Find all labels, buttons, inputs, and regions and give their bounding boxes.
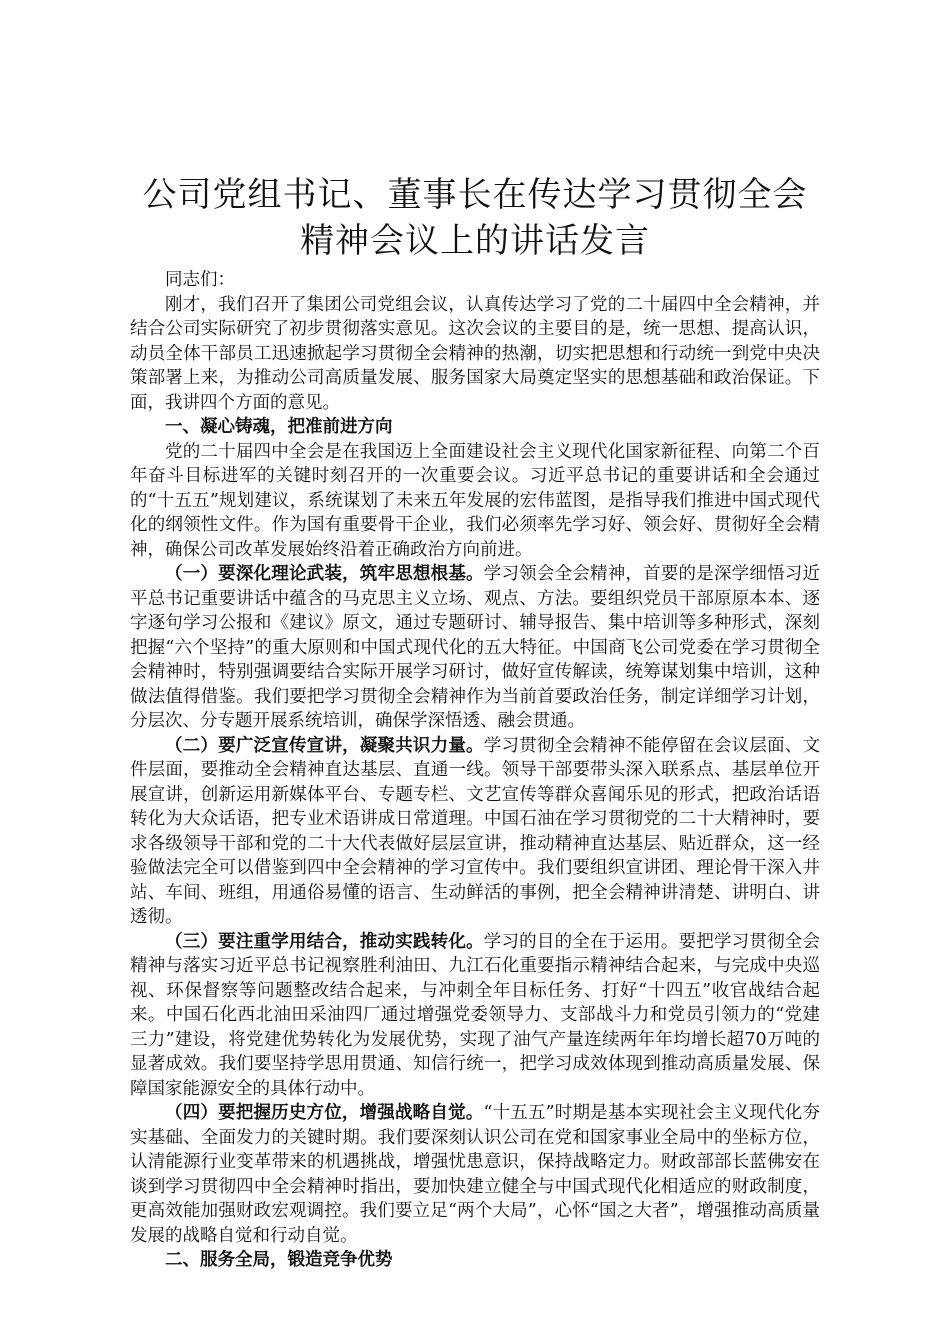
document-title: 公司党组书记、董事长在传达学习贯彻全会精神会议上的讲话发言 <box>142 175 808 261</box>
section-heading-1: 一、凝心铸魂，把准前进方向 <box>165 417 393 437</box>
section-heading-2: 二、服务全局，锻造竞争优势 <box>165 1250 393 1270</box>
point-text: 学习的目的全在于运用。要把学习贯彻全会精神与落实习近平总书记视察胜利油田、九江石化重要指示精神结合起来，与完成中央巡视、环保督察等问题整改结合起来，与冲刺全年目标任务、打好“十四五”收官战结合起来。中国石化西北油田采油四厂通过增强党委领导力、支部战斗力和党员引领力的“党建三力”建设，将党建优势转化为发展优势，实现了油气产量连续两年年均增长超70万吨的显著成效。我们要坚持学思用贯通、知信行统一，把学习成效体现到推动高质量发展、保障国家能源安全的具体行动中。 <box>130 931 820 1099</box>
point-text: “十五五”时期是基本实现社会主义现代化夯实基础、全面发力的关键时期。我们要深刻认识公司在党和国家事业全局中的坐标方位，认清能源行业变革带来的机遇挑战，增强忧患意识，保持战略定力。财政部部长蓝佛安在谈到学习贯彻四中全会精神时指出，要加快建立健全与中国式现代化相适应的财政制度，更高效能加强财政宏观调控。我们要立足“两个大局”，心怀“国之大者”，增强推动高质量发展的战略自觉和行动自觉。 <box>130 1103 820 1246</box>
point-paragraph <box>130 734 820 930</box>
point-lead: （二）要广泛宣传宣讲，凝聚共识力量。 <box>165 735 484 756</box>
point-paragraph <box>130 562 820 734</box>
section-1-paragraph: 党的二十届四中全会是在我国迈上全面建设社会主义现代化国家新征程、向第二个百年奋斗目标进军的关键时刻召开的一次重要会议。习近平总书记的重要讲话和全会通过的“十五五”规划建议，系统谋划了未来五年发展的宏伟蓝图，是指导我们推进中国式现代化的纲领性文件。作为国有重要骨干企业，我们必须率先学习好、领会好、贯彻好全会精神，确保公司改革发展始终沿着正确政治方向前进。 <box>130 441 820 560</box>
point-text: 学习贯彻全会精神不能停留在会议层面、文件层面，要推动全会精神直达基层、直通一线。领导干部要带头深入联系点、基层单位开展宣讲，创新运用新媒体平台、专题专栏、文艺宣传等群众喜闻乐见的形式，把政治话语转化为大众话语，把专业术语讲成日常道理。中国石油在学习贯彻党的二十大精神时，要求各级领导干部和党的二十大代表做好层层宣讲，推动精神直达基层、贴近群众，这一经验做法完全可以借鉴到四中全会精神的学习宣传中。我们要组织宣讲团、理论骨干深入井站、车间、班组，用通俗易懂的语言、生动鲜活的事例，把全会精神讲清楚、讲明白、讲透彻。 <box>130 735 820 927</box>
salutation: 同志们： <box>165 270 235 290</box>
point-lead: （一）要深化理论武装，筑牢思想根基。 <box>165 564 484 584</box>
document-page <box>130 172 820 1273</box>
point-lead: （四）要把握历史方位，增强战略自觉。 <box>165 1103 484 1123</box>
point-paragraph <box>130 1101 820 1248</box>
intro-paragraph: 刚才，我们召开了集团公司党组会议，认真传达学习了党的二十届四中全会精神，并结合公司实际研究了初步贯彻落实意见。这次会议的主要目的是，统一思想、提高认识，动员全体干部员工迅速掀起学习贯彻全会精神的热潮，切实把思想和行动统一到党中央决策部署上来，为推动公司高质量发展、服务国家大局奠定坚实的思想基础和政治保证。下面，我讲四个方面的意见。 <box>130 294 820 413</box>
point-paragraph <box>130 930 820 1102</box>
point-text: 学习领会全会精神，首要的是深学细悟习近平总书记重要讲话中蕴含的马克思主义立场、观点、方法。要组织党员干部原原本本、逐字逐句学习公报和《建议》原文，通过专题研讨、辅导报告、集中培训等多种形式，深刻把握“六个坚持”的重大原则和中国式现代化的五大特征。中国商飞公司党委在学习贯彻全会精神时，特别强调要结合实际开展学习研讨，做好宣传解读，统筹谋划集中培训，这种做法值得借鉴。我们要把学习贯彻全会精神作为当前首要政治任务，制定详细学习计划，分层次、分专题开展系统培训，确保学深悟透、融会贯通。 <box>130 564 820 731</box>
point-lead: （三）要注重学用结合，推动实践转化。 <box>165 931 484 952</box>
